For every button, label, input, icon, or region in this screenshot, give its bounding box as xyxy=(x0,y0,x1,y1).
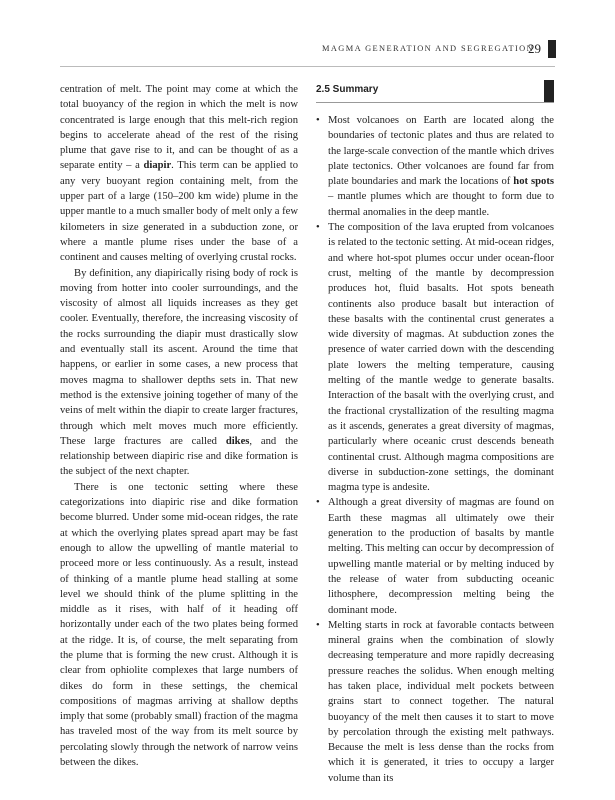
list-item: • Although a great diversity of magmas are found on Earth these magmas all ultimately owe their generation to the production of basalts by mantle melting. This melting can occur by decompression of upwelling mantle material or by melting induced by the release of water from subducting oceanic lithosphere, decompression melting being the dominant mode. xyxy=(316,495,554,617)
text-run: – mantle plumes which are thought to form due to thermal anomalies in the deep mantle. xyxy=(328,191,554,218)
running-header-title: MAGMA GENERATION AND SEGREGATION xyxy=(322,44,535,53)
right-column xyxy=(316,82,554,786)
text-run: , and the relationship between diapiric rise and dike formation is the subject of the next chapter. xyxy=(60,435,299,478)
term-diapir: diapir xyxy=(143,160,172,172)
section-title: 2.5 Summary xyxy=(316,84,379,95)
text-run: By definition, any diapirically rising body of rock is moving from hotter into cooler surroundings, and the viscosity of almost all liquids increases as they get cooler. Eventually, therefore, the increasing viscosity of the rocks surrounding the diapir must drastically slow and eventually stall its ascent. Around the time that happens, or earlier in some cases, a new process that moves magma to shallower depths sets in. That new method is the extensive joining together of many of the veins of melt within the diapir to create larger fractures, through which melt moves much more efficiently. These large fractures are called xyxy=(60,267,298,447)
running-header xyxy=(322,40,554,60)
left-column xyxy=(60,82,298,770)
paragraph xyxy=(60,266,298,480)
text-run: . This term can be applied to any very buoyant region containing melt, from the upper part of a large (150–200 km wide) plume in the upper mantle to a much smaller body of melt only a few kilometers in size generated in a subduction zone, or where a mantle plume rises under the base of a continent and causes melting of overlying crustal rocks. xyxy=(60,160,299,264)
list-item: • Melting starts in rock at favorable contacts between mineral grains when the combination of slowly decreasing temperature and more rapidly decreasing pressure reaches the solidus. When enough melting has taken place, individual melt pockets between grains start to connect together. The natural buoyancy of the melt then causes it to start to move by percolation through the existing melt pathways. Because the melt is less dense than the rocks from which it is generated, it tries to occupy a larger volume than its xyxy=(316,618,554,786)
section-marker-bar xyxy=(544,80,554,102)
header-rule xyxy=(60,66,555,67)
list-item xyxy=(316,113,554,220)
list-item: • The composition of the lava erupted from volcanoes is related to the tectonic setting. At mid-ocean ridges, and where hot-spot plumes occur under ocean-floor crust, melting of the mantle by decompression produces hot, fluid basalts. Hot spots beneath continents also produce basalt but interaction of these basalts with the continental crust generates a wide diversity of magmas. At subduction zones the presence of water carried down with the descending plate lowers the melting temperature, causing melting of the mantle wedge to generate basalts. Interaction of the basalt with the overlying crust, and the fractional crystallization of the resulting magma as it ascends, generates a great diversity of magmas, particularly where oceanic crust descends beneath continental crust. Although magma compositions are diverse in subduction-zone settings, the dominant magma type is andesite. xyxy=(316,220,554,495)
header-marker-bar xyxy=(548,40,556,58)
term-hot-spots: hot spots xyxy=(513,176,554,188)
summary-list xyxy=(316,113,554,786)
term-dikes: dikes xyxy=(225,435,250,447)
text-run: Most volcanoes on Earth are located along the boundaries of tectonic plates and thus are related to the large-scale convection of the mantle which drives plate tectonics. Other volcanoes are found far from plate boundaries and mark the locations of xyxy=(328,115,555,188)
page-number: 29 xyxy=(528,41,541,56)
paragraph xyxy=(60,82,298,266)
text-run: centration of melt. The point may come at which the total buoyancy of the region in which the melt is now concentrated is large enough that this melt-rich region begins to accelerate ahead of the rest of the rising plume that gave rise to it, and can be thought of as a separate entity – a xyxy=(60,84,298,172)
section-heading xyxy=(316,82,554,103)
paragraph: There is one tectonic setting where these categorizations into diapiric rise and dike formation become blurred. Under some mid-ocean ridges, the rate at which the overlying plates spread apart may be fast enough to allow the upwelling of mantle material to proceed more or less continuously. As a result, instead of thinking of a mantle plume head stalling at some level we should think of the plume splitting in the middle as it rises, with half of it heading off horizontally under each of the two plates being formed at the ridge. It is, of course, the melt separating from the plume that is forming the new crust. Although it is clear from ophiolite complexes that large numbers of dikes do form in these settings, the chemical compositions of magmas arriving at shallow depths imply that some (probably small) fraction of the magma has traveled most of the way from its melt source by percolating slowly through the network of narrow veins between the dikes. xyxy=(60,481,298,769)
